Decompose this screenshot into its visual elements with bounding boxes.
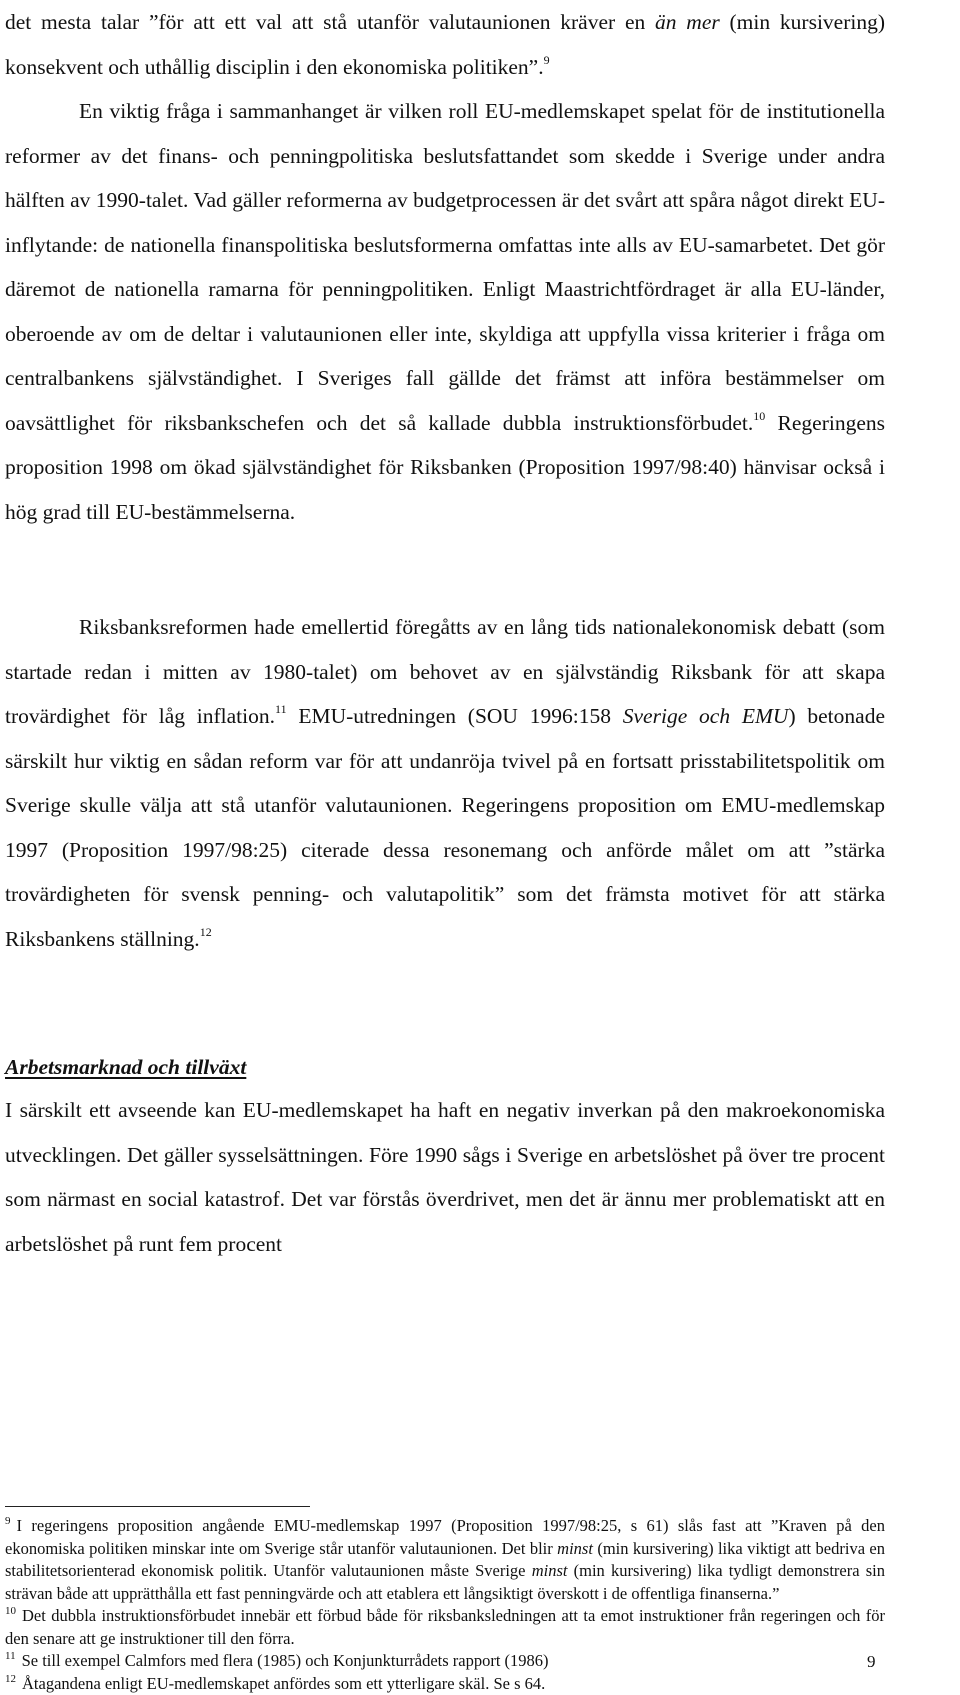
- text-run-italic: än mer: [655, 10, 720, 34]
- footnote-reference-12[interactable]: 12: [200, 925, 212, 939]
- text-run: Regeringens proposition 1998 om ökad självständighet för Riksbanken (Proposition 1997/98:40) hänvisar också i hög grad till EU-bestämmelserna.: [5, 411, 885, 524]
- footnote-number: 12: [5, 1673, 16, 1685]
- footnote-number: 10: [5, 1605, 16, 1617]
- footnote-number: 9: [5, 1515, 11, 1527]
- body-paragraph-1: [5, 0, 885, 534]
- footnote-number: 11: [5, 1650, 16, 1662]
- footnote-reference-9[interactable]: 9: [544, 53, 550, 67]
- footnote-text: Se till exempel Calmfors med flera (1985) och Konjunkturrådets rapport (1986): [22, 1651, 549, 1670]
- footnote-11: [5, 1650, 885, 1673]
- body-paragraph-2: [5, 605, 885, 961]
- footnote-reference-10[interactable]: 10: [753, 409, 765, 423]
- footnote-text: Det dubbla instruktionsförbudet innebär ett förbud både för riksbanksledningen att ta emot instruktioner från regeringen och för den senare att ge instruktioner till den förra.: [5, 1606, 885, 1648]
- footnote-text-italic: minst: [557, 1539, 593, 1558]
- text-run: Riksbanksreformen hade emellertid föregåtts av en lång tids nationalekonomisk debatt (som startade redan i mitten av 1980-talet) om behovet av en självständig Riksbank för att skapa trovärdighet för låg inflation.: [5, 615, 885, 728]
- footnote-reference-11[interactable]: 11: [275, 702, 287, 716]
- footnote-text: Åtagandena enligt EU-medlemskapet anfördes som ett ytterligare skäl. Se s 64.: [22, 1674, 545, 1693]
- text-run: ) betonade särskilt hur viktig en sådan reform var för att undanröja tvivel på en fortsatt prisstabilitetspolitik om Sverige skulle välja att stå utanför valutaunionen. Regeringens proposition om EMU-medlemskap 1997 (Proposition 1997/98:25) citerade dessa resonemang och anförde målet om att ”stärka trovärdigheten för svensk penning- och valutapolitik” som det främsta motivet för att stärka Riksbankens ställning.: [5, 704, 885, 951]
- footnote-text: I regeringens proposition angående EMU-medlemskap 1997 (Proposition 1997/98:25, s 61) slås fast att ”Kraven på den ekonomiska politiken minskar inte om Sverige står utanför valutaunionen. Det blir: [5, 1516, 885, 1558]
- footnote-text-italic: minst: [532, 1561, 568, 1580]
- footnotes: [5, 1515, 885, 1695]
- text-run-italic: Sverige och EMU: [623, 704, 789, 728]
- footnote-9: [5, 1515, 885, 1605]
- text-run: EMU-utredningen (SOU 1996:158: [287, 704, 623, 728]
- footnote-10: [5, 1605, 885, 1650]
- footnote-separator: [5, 1506, 310, 1507]
- text-run: det mesta talar ”för att ett val att stå utanför valutaunionen kräver en: [5, 10, 655, 34]
- page-number: 9: [867, 1652, 876, 1672]
- paragraph-continuation: [5, 0, 885, 89]
- footnote-12: [5, 1673, 885, 1695]
- text-run: (min kursivering) konsekvent och uthållig disciplin i den ekonomiska politiken”.: [5, 10, 885, 79]
- text-run: En viktig fråga i sammanhanget är vilken roll EU-medlemskapet spelat för de institutionella reformer av det finans- och penningpolitiska beslutsfattandet som skedde i Sverige under andra hälften av 1990-talet. Vad gäller reformerna av budgetprocessen är det svårt att spåra något direkt EU-inflytande: de nationella finanspolitiska beslutsformerna omfattas inte alls av EU-samarbetet. Det gör däremot de nationella ramarna för penningpolitiken. Enligt Maastrichtfördraget är alla EU-länder, oberoende av om de deltar i valutaunionen eller inte, skyldiga att uppfylla vissa kriterier i fråga om centralbankens självständighet. I Sveriges fall gällde det främst att införa bestämmelser om oavsättlighet för riksbankschefen och det så kallade dubbla instruktionsförbudet.: [5, 99, 885, 435]
- footnote-text: (min kursivering) lika viktigt att bedriva en stabilitetsorienterad ekonomisk politik. Utanför valutaunionen måste Sverige: [5, 1539, 885, 1581]
- paragraph-eu-reforms: [5, 89, 885, 534]
- body-paragraph-3: [5, 1088, 885, 1266]
- footnote-text: (min kursivering) lika tydligt demonstrera sin strävan både att upprätthålla ett fast penningvärde och att etablera ett långsiktigt överskott i de offentliga finanserna.”: [5, 1561, 885, 1603]
- paragraph-riksbank-reform: [5, 605, 885, 961]
- paragraph-employment: I särskilt ett avseende kan EU-medlemskapet ha haft en negativ inverkan på den makroekonomiska utvecklingen. Det gäller sysselsättningen. Före 1990 sågs i Sverige en arbetslöshet på över tre procent som närmast en social katastrof. Det var förstås överdrivet, men det är ännu mer problematiskt att en arbetslöshet på runt fem procent: [5, 1088, 885, 1266]
- section-heading: Arbetsmarknad och tillväxt: [5, 1055, 246, 1080]
